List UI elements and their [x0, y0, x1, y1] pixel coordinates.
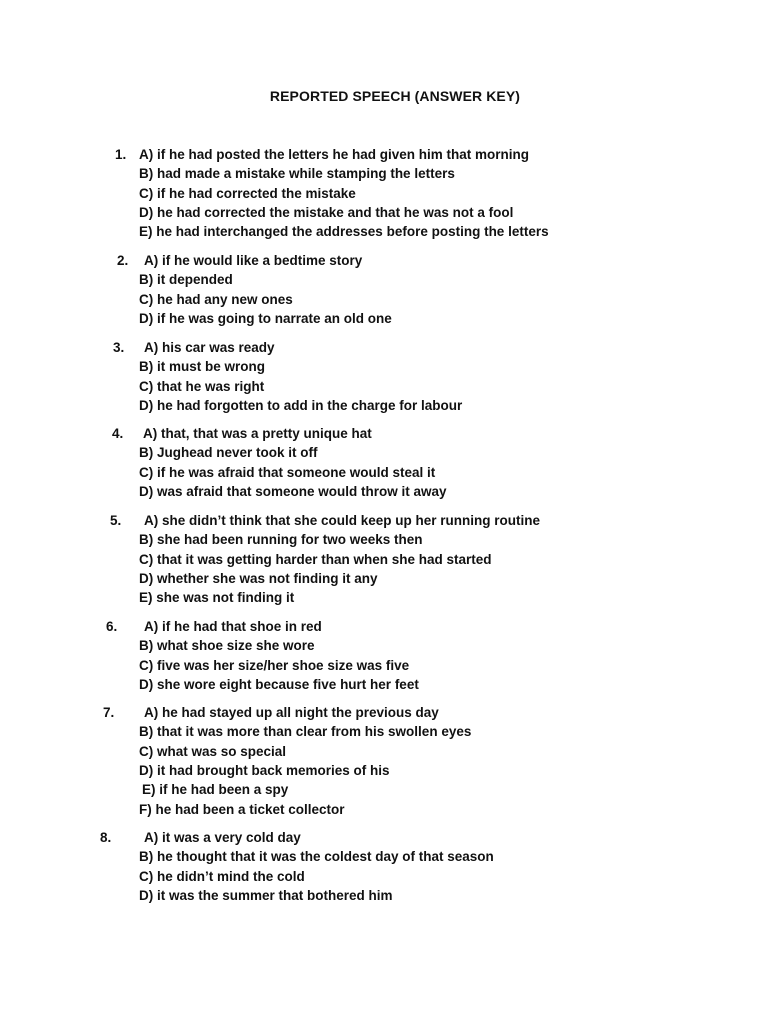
question-number: 4. — [112, 426, 124, 441]
answer-option: C) if he was afraid that someone would steal it — [139, 464, 436, 480]
answer-option: C) he didn’t mind the cold — [139, 868, 305, 884]
answer-option: D) whether she was not finding it any — [139, 570, 378, 586]
answer-option: A) if he had that shoe in red — [144, 619, 322, 634]
answer-option: D) if he was going to narrate an old one — [139, 310, 392, 326]
answer-option: E) he had interchanged the addresses before posting the letters — [139, 224, 549, 240]
answer-option: A) that, that was a pretty unique hat — [143, 426, 372, 441]
answer-option: B) what shoe size she wore — [139, 638, 315, 654]
answer-option: B) had made a mistake while stamping the letters — [139, 166, 455, 182]
answer-option: D) was afraid that someone would throw it away — [139, 483, 447, 499]
answer-option: B) he thought that it was the coldest day of that season — [139, 849, 494, 865]
answer-option: D) she wore eight because five hurt her feet — [139, 676, 419, 692]
page-title: REPORTED SPEECH (ANSWER KEY) — [269, 88, 521, 104]
answer-option: E) if he had been a spy — [142, 782, 289, 798]
question-number: 6. — [106, 619, 118, 634]
answer-option: D) he had forgotten to add in the charge for labour — [139, 397, 463, 413]
answer-option: D) it had brought back memories of his — [139, 762, 390, 778]
answer-option: A) if he would like a bedtime story — [144, 253, 363, 268]
answer-option: C) that it was getting harder than when she had started — [139, 551, 492, 567]
answer-option: C) that he was right — [139, 378, 265, 394]
answer-option: B) she had been running for two weeks then — [139, 532, 423, 548]
answer-option: C) he had any new ones — [139, 291, 293, 307]
question-number: 2. — [117, 253, 129, 268]
answer-option: A) he had stayed up all night the previous day — [144, 705, 439, 720]
answer-option: B) it depended — [139, 272, 233, 288]
answer-option: C) what was so special — [139, 743, 287, 759]
answer-option: A) his car was ready — [144, 340, 275, 355]
answer-option: D) it was the summer that bothered him — [139, 887, 393, 903]
answer-option: A) it was a very cold day — [144, 830, 301, 845]
question-number: 5. — [110, 513, 122, 528]
answer-option: B) Jughead never took it off — [139, 445, 318, 461]
question-number: 3. — [113, 340, 125, 355]
answer-option: C) if he had corrected the mistake — [139, 185, 356, 201]
answer-option: E) she was not finding it — [139, 590, 295, 606]
answer-option: C) five was her size/her shoe size was five — [139, 657, 410, 673]
answer-option: B) that it was more than clear from his swollen eyes — [139, 724, 472, 740]
answer-option: A) if he had posted the letters he had given him that morning — [139, 147, 530, 162]
answer-option: F) he had been a ticket collector — [139, 801, 345, 817]
answer-option: B) it must be wrong — [139, 359, 265, 375]
question-number: 1. — [115, 147, 127, 162]
answer-option: D) he had corrected the mistake and that he was not a fool — [139, 204, 514, 220]
question-number: 7. — [103, 705, 115, 720]
answer-option: A) she didn’t think that she could keep up her running routine — [144, 513, 541, 528]
question-number: 8. — [100, 830, 112, 845]
